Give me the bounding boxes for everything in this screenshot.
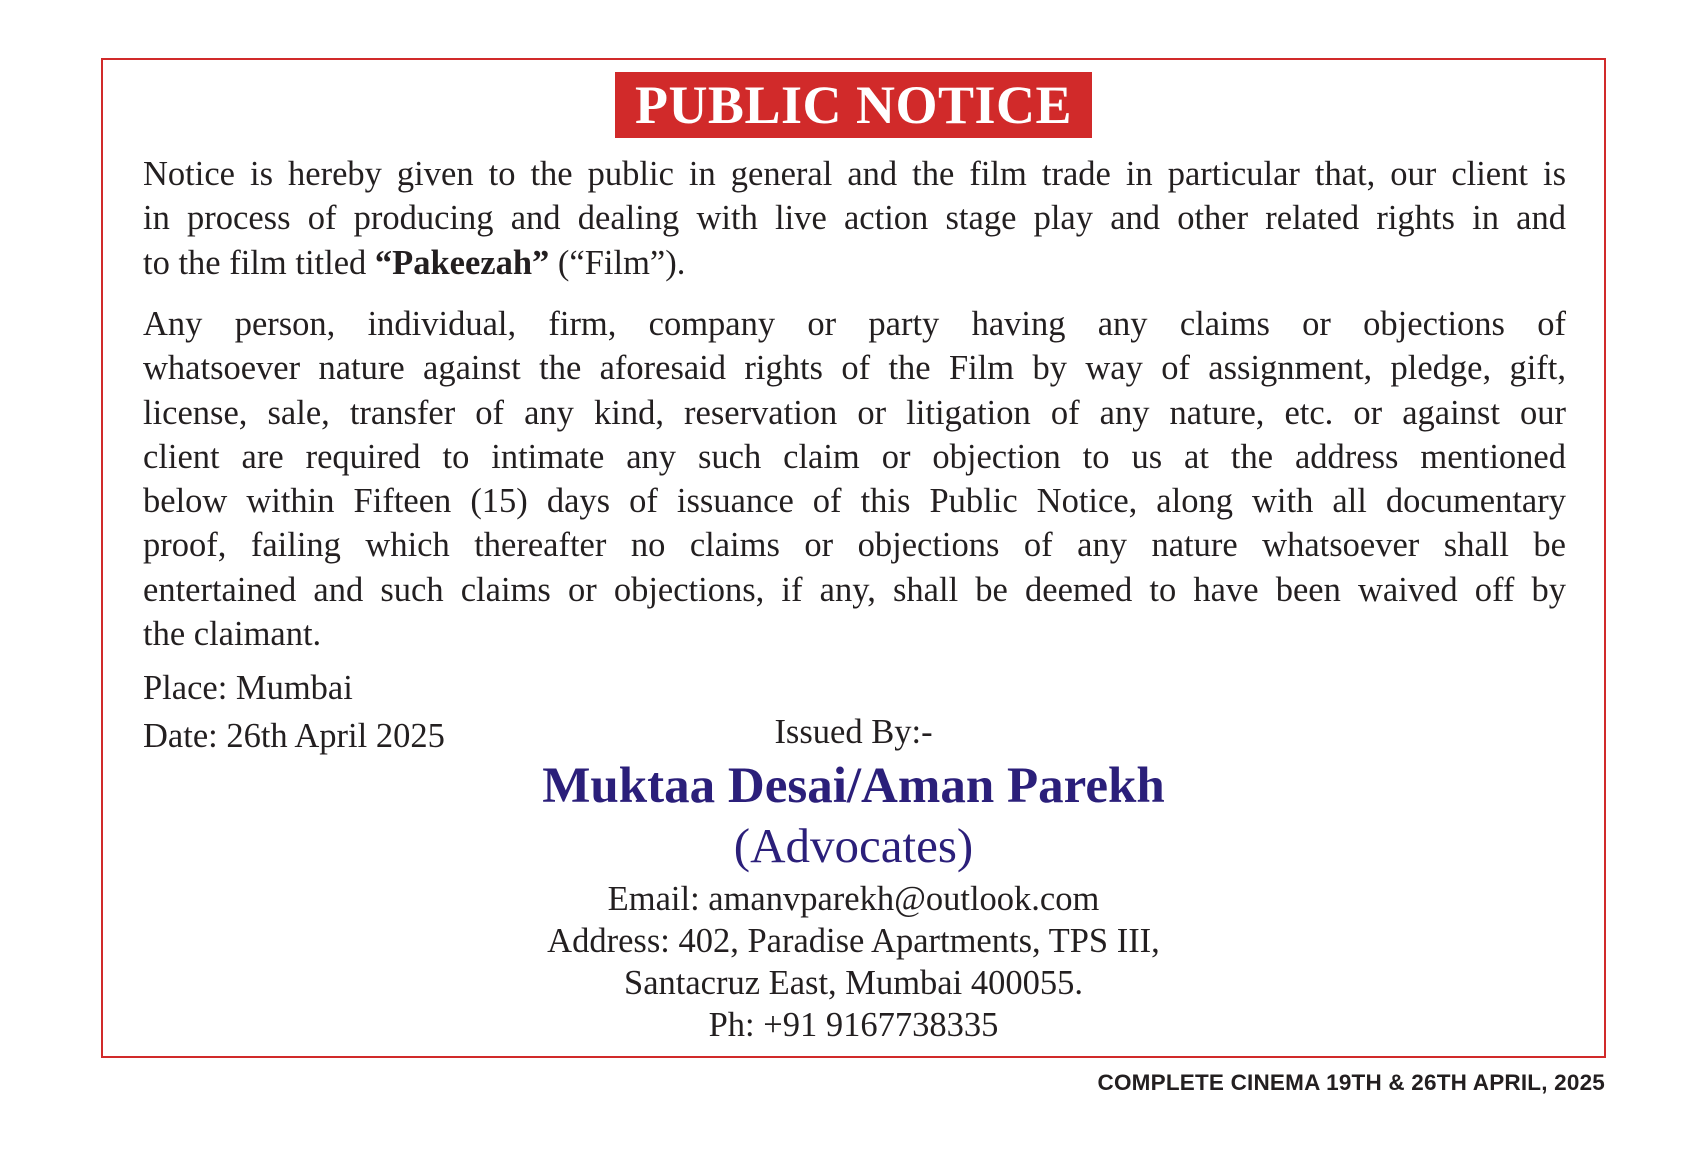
para1-line-3 <box>143 241 1566 285</box>
notice-paragraph-1 <box>143 152 1566 285</box>
issued-by-label: Issued By:- <box>774 713 933 751</box>
public-notice-box <box>101 58 1606 1058</box>
title-wrapper <box>103 72 1604 138</box>
para1-line-3-suffix: (“Film”). <box>549 243 686 282</box>
para2-line-5: below within Fifteen (15) days of issuance of this Public Notice, along with all documentary <box>143 482 1566 521</box>
para2-line-6: proof, failing which thereafter no claims or objections of any nature whatsoever shall be <box>143 526 1566 565</box>
contact-address-line-2: Santacruz East, Mumbai 400055. <box>624 964 1083 1002</box>
para2-line-1: Any person, individual, firm, company or party having any claims or objections of <box>143 305 1566 343</box>
notice-title: PUBLIC NOTICE <box>615 72 1092 138</box>
para2-line-4: client are required to intimate any such claim or objection to us at the address mentioned <box>143 437 1566 476</box>
publication-footer: COMPLETE CINEMA 19TH & 26TH APRIL, 2025 <box>1097 1070 1605 1095</box>
para1-line-2: in process of producing and dealing with live action stage play and other related rights in and <box>143 199 1566 238</box>
date-label: Date: 26th April 2025 <box>143 717 445 755</box>
para2-line-3: license, sale, transfer of any kind, reservation or litigation of any nature, etc. or against our <box>143 393 1566 432</box>
issued-by-row <box>103 710 1604 754</box>
para1-line-3-prefix: to the film titled <box>143 243 375 282</box>
contact-email: Email: amanvparekh@outlook.com <box>607 880 1100 918</box>
contact-address-line-1: Address: 402, Paradise Apartments, TPS III, <box>547 922 1160 960</box>
place-label: Place: Mumbai <box>143 669 353 707</box>
para2-line-2: whatsoever nature against the aforesaid rights of the Film by way of assignment, pledge, gift, <box>143 349 1566 388</box>
contact-phone: Ph: +91 9167738335 <box>708 1006 999 1044</box>
notice-paragraph-2 <box>143 302 1566 656</box>
para2-line-7: entertained and such claims or objections, if any, shall be deemed to have been waived off by <box>143 570 1566 609</box>
advocate-names: Muktaa Desai/Aman Parekh <box>542 758 1165 814</box>
para1-line-1: Notice is hereby given to the public in general and the film trade in particular that, our client is <box>143 155 1566 193</box>
film-name: “Pakeezah” <box>374 243 550 282</box>
advocate-role: (Advocates) <box>733 818 974 873</box>
para2-line-8: the claimant. <box>143 615 322 654</box>
